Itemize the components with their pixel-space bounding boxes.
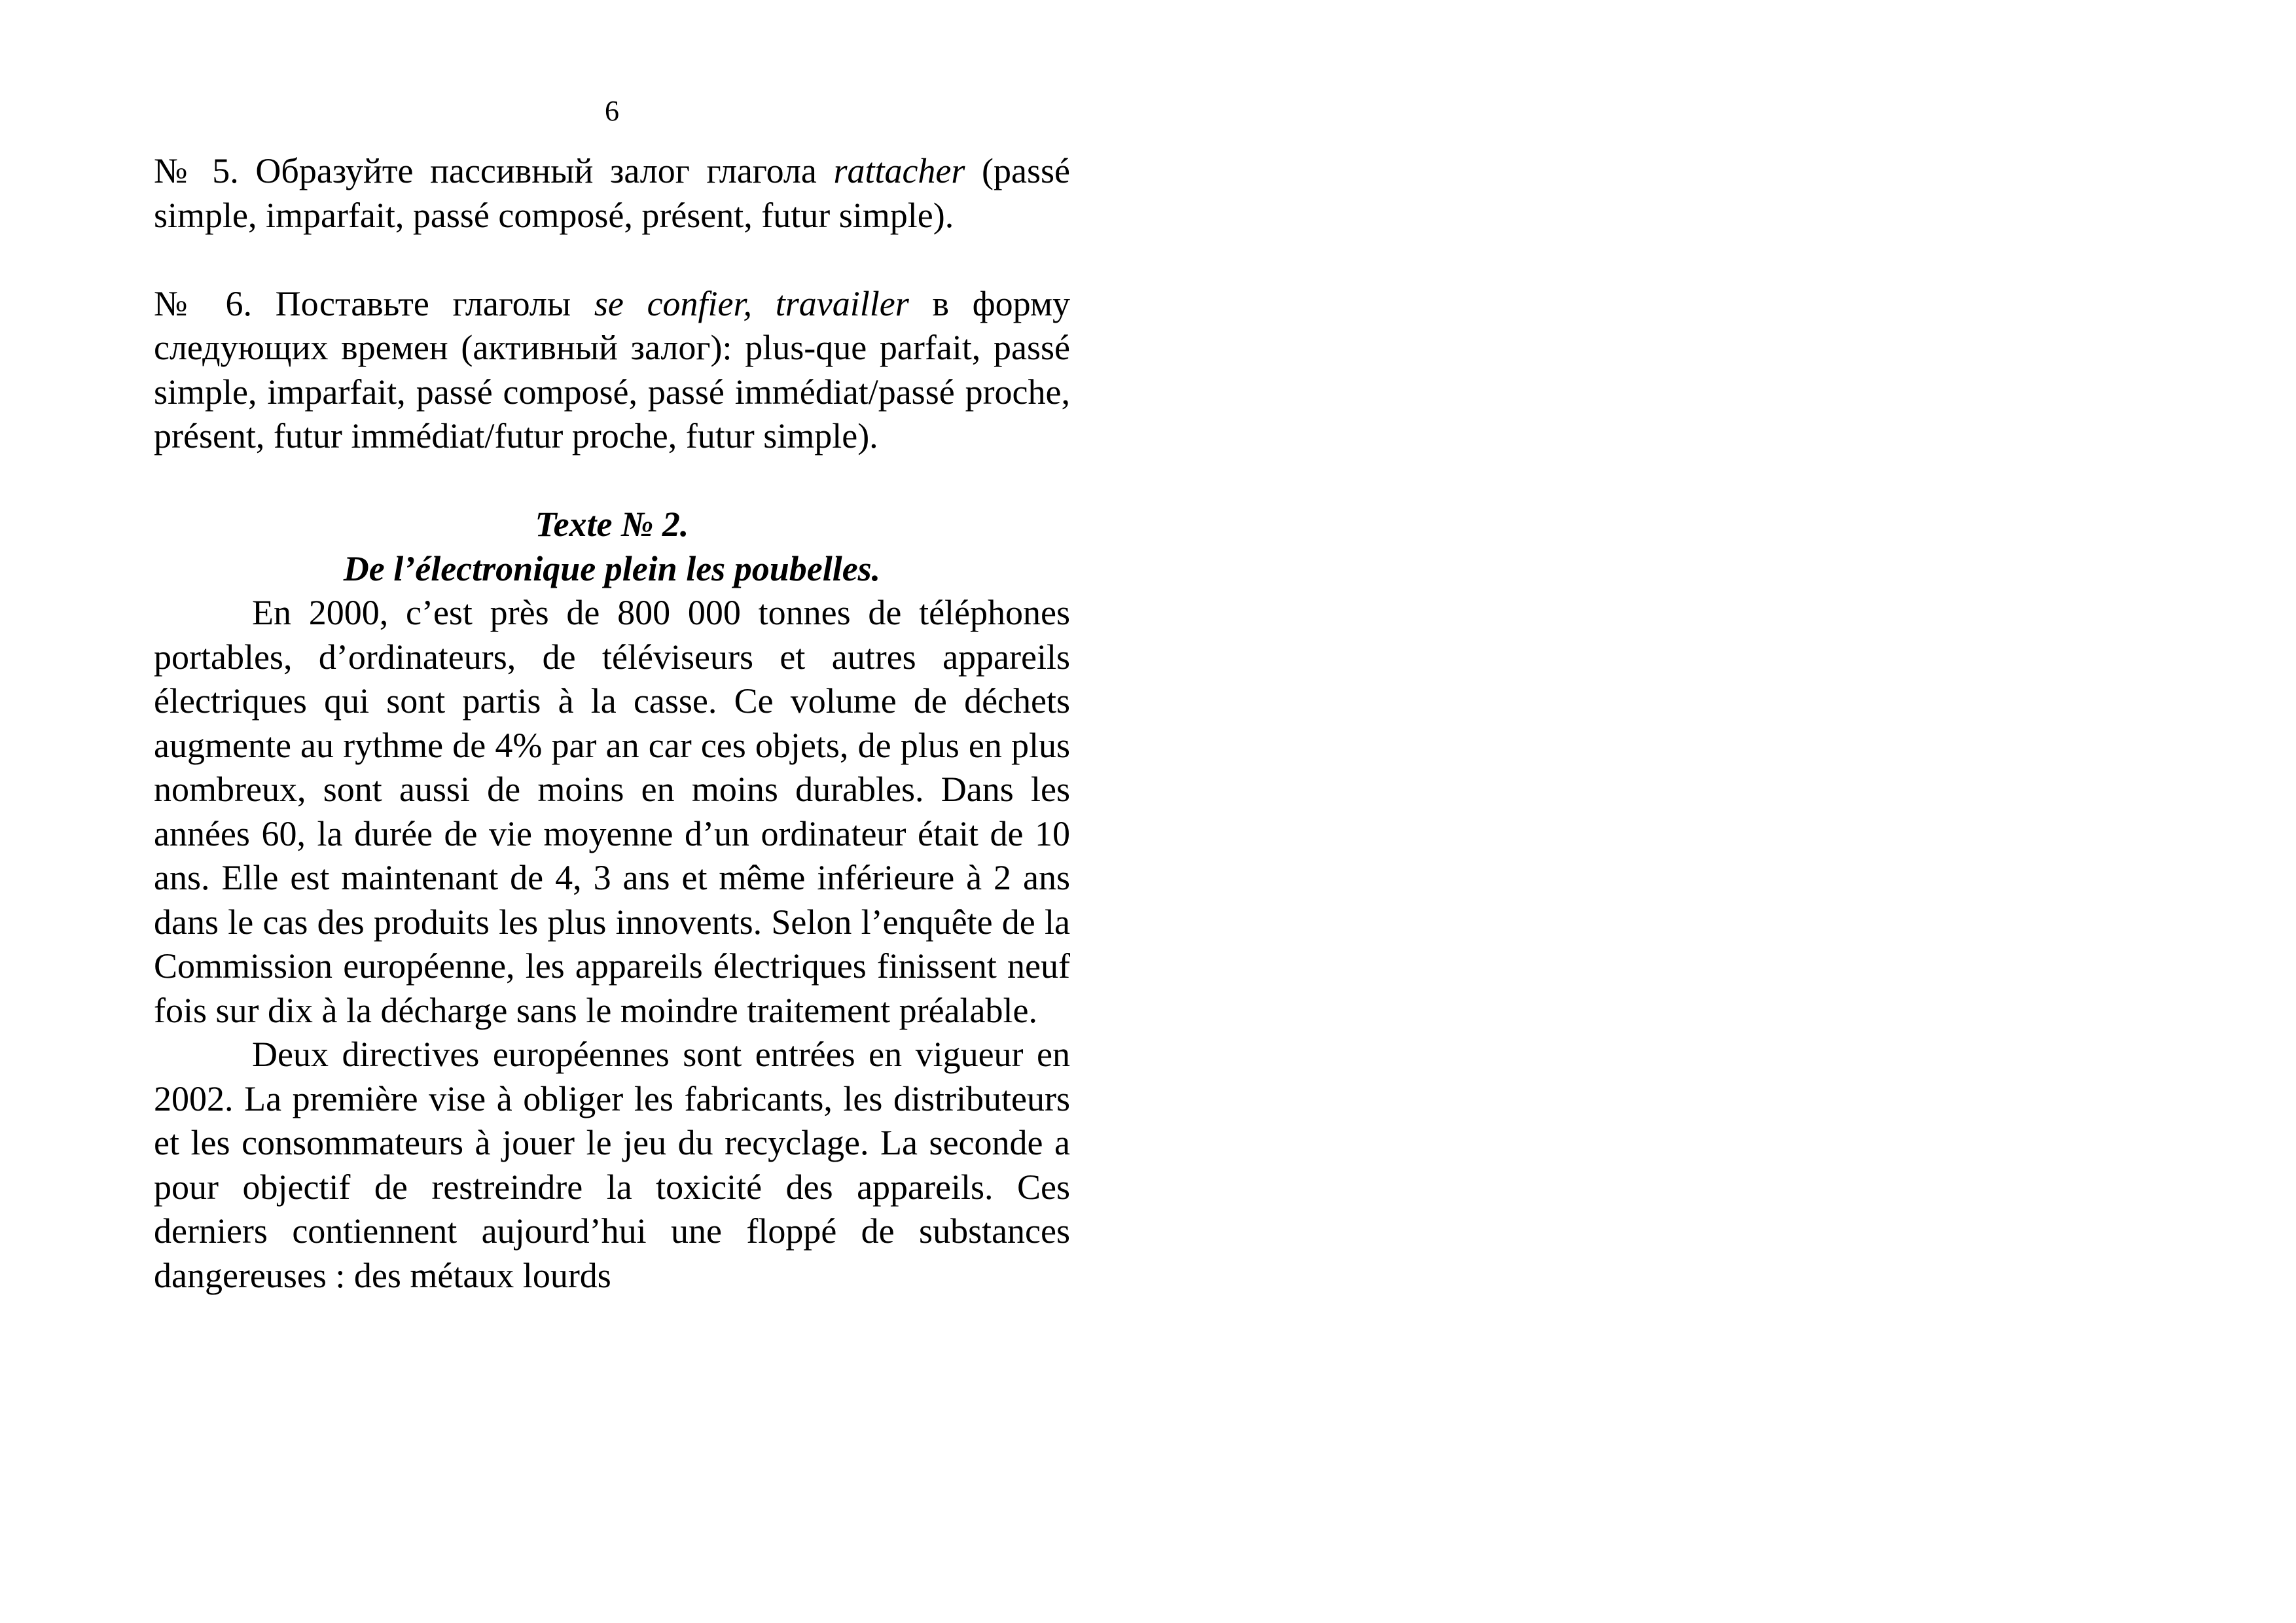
exercise-5-tail: (passé simple, imparfait, passé composé, présent, futur simple).	[154, 151, 1070, 235]
page-number: 6	[605, 95, 619, 127]
exercise-5-verb: rattacher	[833, 151, 965, 190]
exercise-6	[154, 282, 1070, 459]
paragraph-2: Deux directives européennes sont entrées en vigueur en 2002. La première vise à obliger les fabricants, les distributeurs et les consommateurs à jouer le jeu du recyclage. La seconde a pour objectif de restreindre la toxicité des appareils. Ces derniers contiennent aujourd’hui une floppé de substances dangereuses : des métaux lourds	[154, 1035, 1070, 1295]
exercise-5	[154, 149, 1070, 238]
text-title-block	[154, 503, 1070, 591]
paragraph-1: En 2000, c’est près de 800 000 tonnes de téléphones portables, d’ordinateurs, de téléviseurs et autres appareils électriques qui sont partis à la casse. Ce volume de déchets augmente au rythme de 4% par an car ces objets, de plus en plus nombreux, sont aussi de moins en moins durables. Dans les années 60, la durée de vie moyenne d’un ordinateur était de 10 ans. Elle est maintenant de 4, 3 ans et même inférieure à 2 ans dans le cas des produits les plus innovents. Selon l’enquête de la Commission européenne, les appareils électriques finissent neuf fois sur dix à la décharge sans le moindre traitement préalable.	[154, 593, 1070, 1030]
exercise-6-text: № 6. Поставьте глаголы	[154, 283, 594, 323]
page-column	[154, 92, 1070, 1298]
text-title: De l’électronique plein les poubelles.	[343, 548, 881, 588]
exercise-6-verbs: se confier, travailler	[594, 283, 909, 323]
text-heading: Texte № 2.	[535, 505, 689, 544]
exercise-5-text: № 5. Образуйте пассивный залог глагола	[154, 151, 834, 190]
exercise-6-tail: в форму следующих времен (активный залог): plus-que parfait, passé simple, imparfait, passé composé, passé immédiat/passé proche, présent, futur immédiat/futur proche, futur simple).	[154, 283, 1070, 455]
